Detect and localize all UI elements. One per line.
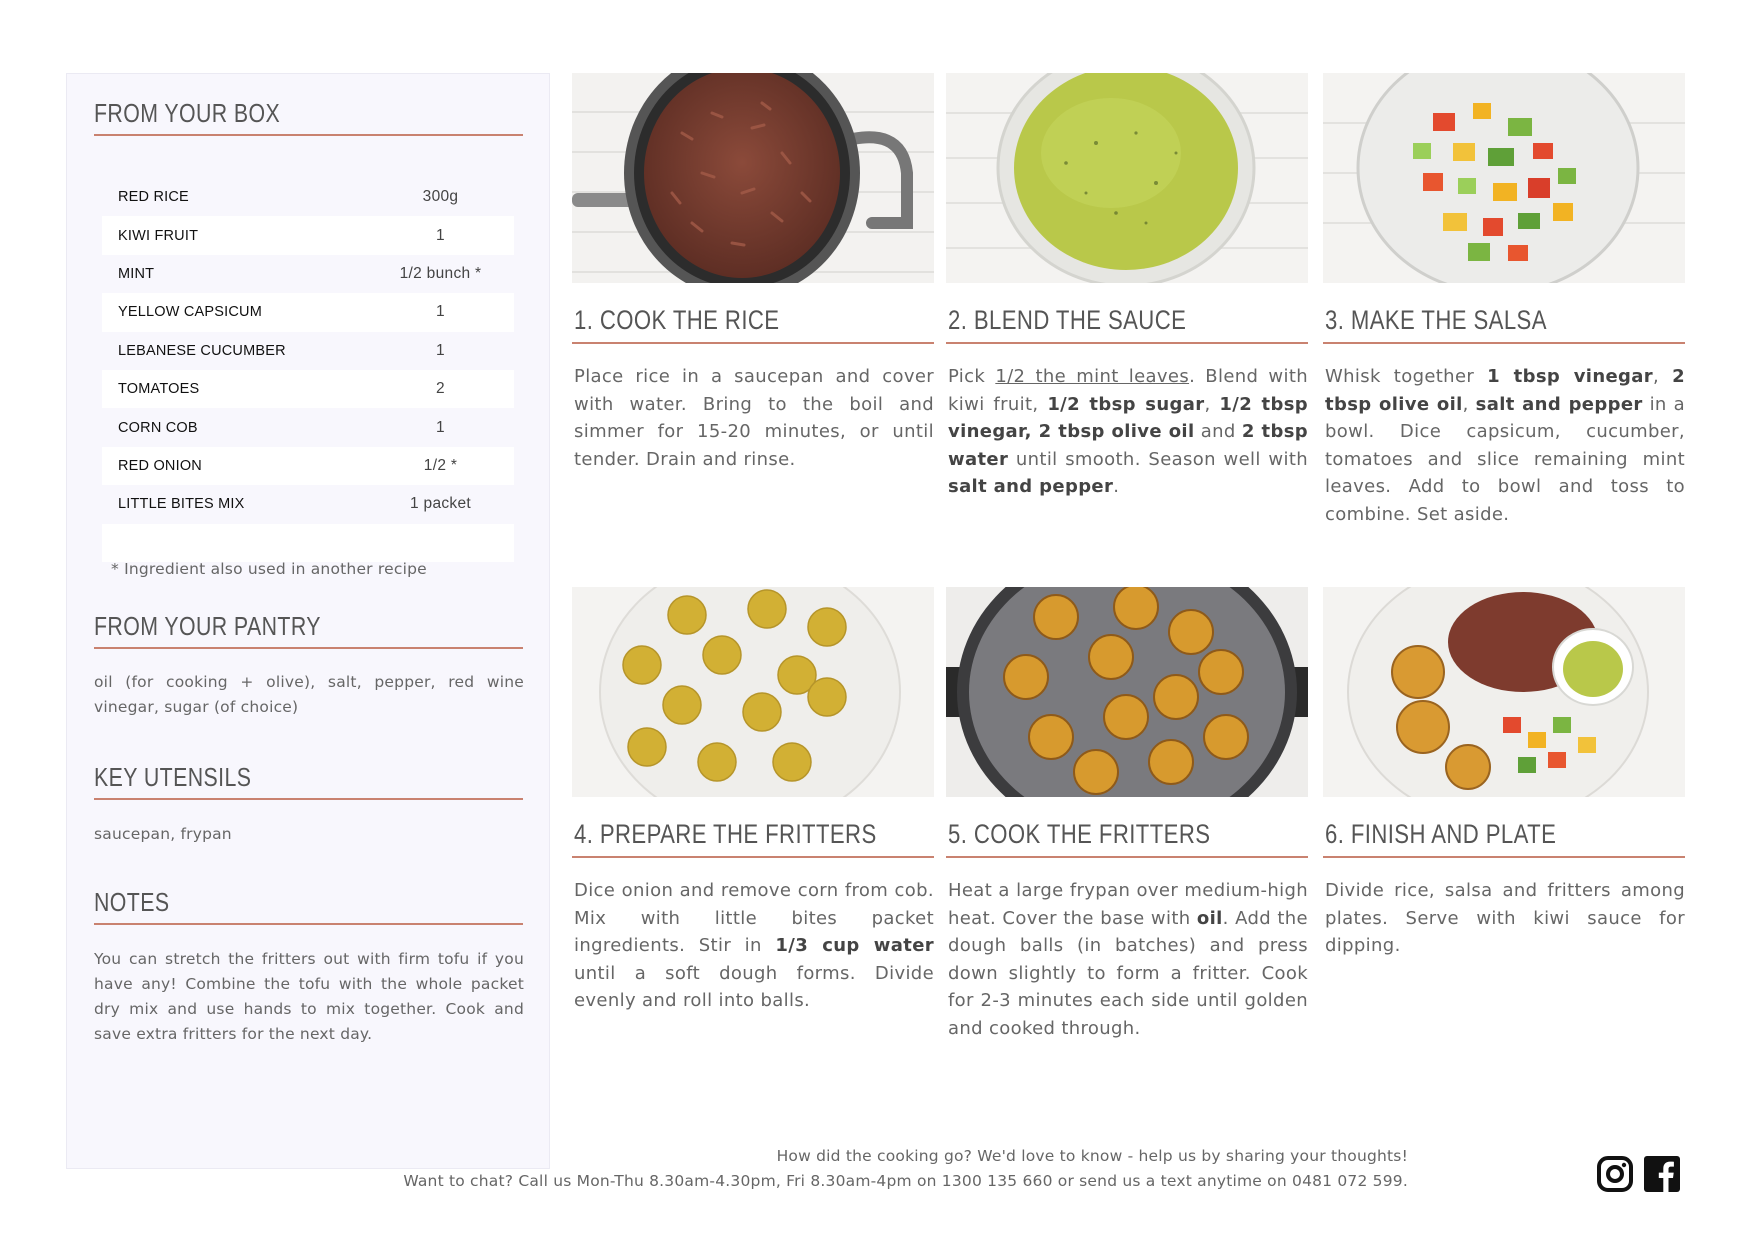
table-row — [102, 447, 514, 485]
text-run: . — [1113, 476, 1120, 497]
table-row — [102, 485, 514, 523]
ingredient-table — [102, 178, 514, 562]
ingredient-qty: 1 packet — [410, 495, 471, 513]
bold-text: 1/3 cup water — [775, 935, 934, 956]
underlined-text: 1/2 the mint leaves — [995, 366, 1190, 387]
table-row — [102, 216, 514, 254]
table-row — [102, 408, 514, 446]
text-run: Whisk together — [1325, 366, 1488, 387]
ingredient-qty: 1 — [436, 303, 445, 321]
step-instructions — [574, 877, 934, 1015]
bold-text: 2 tbsp water — [948, 421, 1309, 470]
ingredient-qty: 1/2 bunch * — [399, 264, 482, 282]
from-your-box-heading: FROM YOUR BOX — [94, 98, 281, 128]
step-instructions — [948, 877, 1308, 1042]
text-run: until a soft dough forms. Divide evenly and roll into balls. — [574, 962, 934, 1011]
text-run: until smooth. Season well with — [1008, 448, 1308, 470]
ingredient-qty: 1/2 * — [423, 456, 458, 474]
text-run: in a bowl. Dice capsicum, cucumber, tomatoes and slice remaining mint leaves. Add to bowl and toss to combine. Set aside. — [1325, 393, 1686, 525]
heading-rule — [946, 856, 1308, 858]
step-title: 1. COOK THE RICE — [574, 305, 780, 335]
step-photo-dough-balls — [572, 587, 934, 797]
text-run: , — [1653, 366, 1673, 387]
step-instructions — [574, 363, 934, 473]
ingredient-name: KIWI FRUIT — [118, 227, 199, 244]
heading-rule — [946, 342, 1308, 344]
key-utensils-heading: KEY UTENSILS — [94, 762, 252, 792]
text-run: , — [1462, 393, 1476, 415]
step-photo-salsa — [1323, 73, 1685, 283]
step-photo-rice — [572, 73, 934, 283]
heading-rule — [572, 342, 934, 344]
heading-rule — [1323, 342, 1685, 344]
bold-text: salt and pepper — [1475, 393, 1643, 415]
step-instructions — [1325, 877, 1685, 960]
text-run: Heat a large frypan over medium-high heat. Cover the base with — [948, 880, 1308, 929]
bold-text: salt and pepper — [948, 476, 1114, 497]
step-instructions — [948, 363, 1308, 501]
ingredient-name: TOMATOES — [118, 381, 200, 398]
heading-rule — [1323, 856, 1685, 858]
text-run: . Add the dough balls (in batches) and press down slightly to form a fritter. Cook for 2-3 minutes each side until golden and cooked through. — [948, 907, 1308, 1039]
heading-rule — [94, 923, 523, 925]
step-photo-frypan — [946, 587, 1308, 797]
table-row — [102, 293, 514, 331]
heading-rule — [94, 647, 523, 649]
step-instructions — [1325, 363, 1685, 528]
heading-rule — [572, 856, 934, 858]
contact-text: Want to chat? Call us Mon-Thu 8.30am-4.30pm, Fri 8.30am-4pm on 1300 135 660 or send us a text anytime on 0481 072 599. — [403, 1172, 1408, 1190]
ingredient-name: CORN COB — [118, 419, 198, 436]
text-run: Pick — [948, 366, 996, 387]
ingredient-name: LITTLE BITES MIX — [118, 496, 245, 513]
heading-rule — [94, 134, 523, 136]
bold-text: 1/2 tbsp sugar — [1047, 393, 1205, 415]
ingredient-name: RED RICE — [118, 189, 189, 206]
ingredient-name: YELLOW CAPSICUM — [118, 304, 262, 321]
table-row — [102, 370, 514, 408]
step-title: 2. BLEND THE SAUCE — [948, 305, 1187, 335]
ingredient-name: LEBANESE CUCUMBER — [118, 342, 286, 359]
text-run: , — [1204, 393, 1220, 415]
instagram-icon[interactable] — [1597, 1156, 1633, 1192]
ingredient-name: RED ONION — [118, 457, 202, 474]
notes-text: You can stretch the fritters out with firm tofu if you have any! Combine the tofu with the whole packet dry mix and use hands to mix together. Cook and save extra fritters for the next day. — [94, 950, 524, 1043]
table-row — [102, 178, 514, 216]
bold-text: 1/2 tbsp vinegar, 2 tbsp olive oil — [948, 393, 1308, 442]
from-your-pantry-heading: FROM YOUR PANTRY — [94, 611, 321, 641]
notes-heading: NOTES — [94, 887, 170, 917]
ingredient-qty: 300g — [422, 188, 459, 206]
ingredient-qty: 1 — [436, 341, 445, 359]
table-row — [102, 524, 514, 562]
text-run: Place rice in a saucepan and cover with water. Bring to the boil and simmer for 15-20 minutes, or until tender. Drain and rinse. — [574, 366, 934, 470]
ingredient-qty: 1 — [436, 226, 445, 244]
step-title: 4. PREPARE THE FRITTERS — [574, 819, 877, 849]
ingredient-name: MINT — [118, 265, 155, 282]
text-run: . Blend with kiwi fruit, — [948, 366, 1308, 415]
text-run: Divide rice, salsa and fritters among plates. Serve with kiwi sauce for dipping. — [1325, 880, 1685, 956]
step-title: 6. FINISH AND PLATE — [1325, 819, 1557, 849]
heading-rule — [94, 798, 523, 800]
step-title: 3. MAKE THE SALSA — [1325, 305, 1547, 335]
bold-text: 2 tbsp olive oil — [1325, 366, 1685, 415]
feedback-text: How did the cooking go? We'd love to know - help us by sharing your thoughts! — [776, 1147, 1408, 1165]
ingredient-qty: 2 — [436, 380, 445, 398]
step-photo-plated — [1323, 587, 1685, 797]
text-run: and — [1194, 421, 1242, 442]
utensils-text: saucepan, frypan — [94, 825, 232, 843]
ingredient-footnote: * Ingredient also used in another recipe — [111, 560, 427, 578]
ingredients-sidebar — [66, 73, 550, 1169]
bold-text: oil — [1196, 907, 1223, 929]
pantry-text: oil (for cooking + olive), salt, pepper, red wine vinegar, sugar (of choice) — [94, 673, 524, 716]
ingredient-qty: 1 — [436, 418, 445, 436]
bold-text: 1 tbsp vinegar — [1487, 366, 1653, 387]
facebook-icon[interactable] — [1644, 1156, 1680, 1192]
step-title: 5. COOK THE FRITTERS — [948, 819, 1211, 849]
text-run: Dice onion and remove corn from cob. Mix with little bites packet ingredients. Stir in — [574, 880, 934, 956]
table-row — [102, 255, 514, 293]
table-row — [102, 332, 514, 370]
step-photo-sauce — [946, 73, 1308, 283]
